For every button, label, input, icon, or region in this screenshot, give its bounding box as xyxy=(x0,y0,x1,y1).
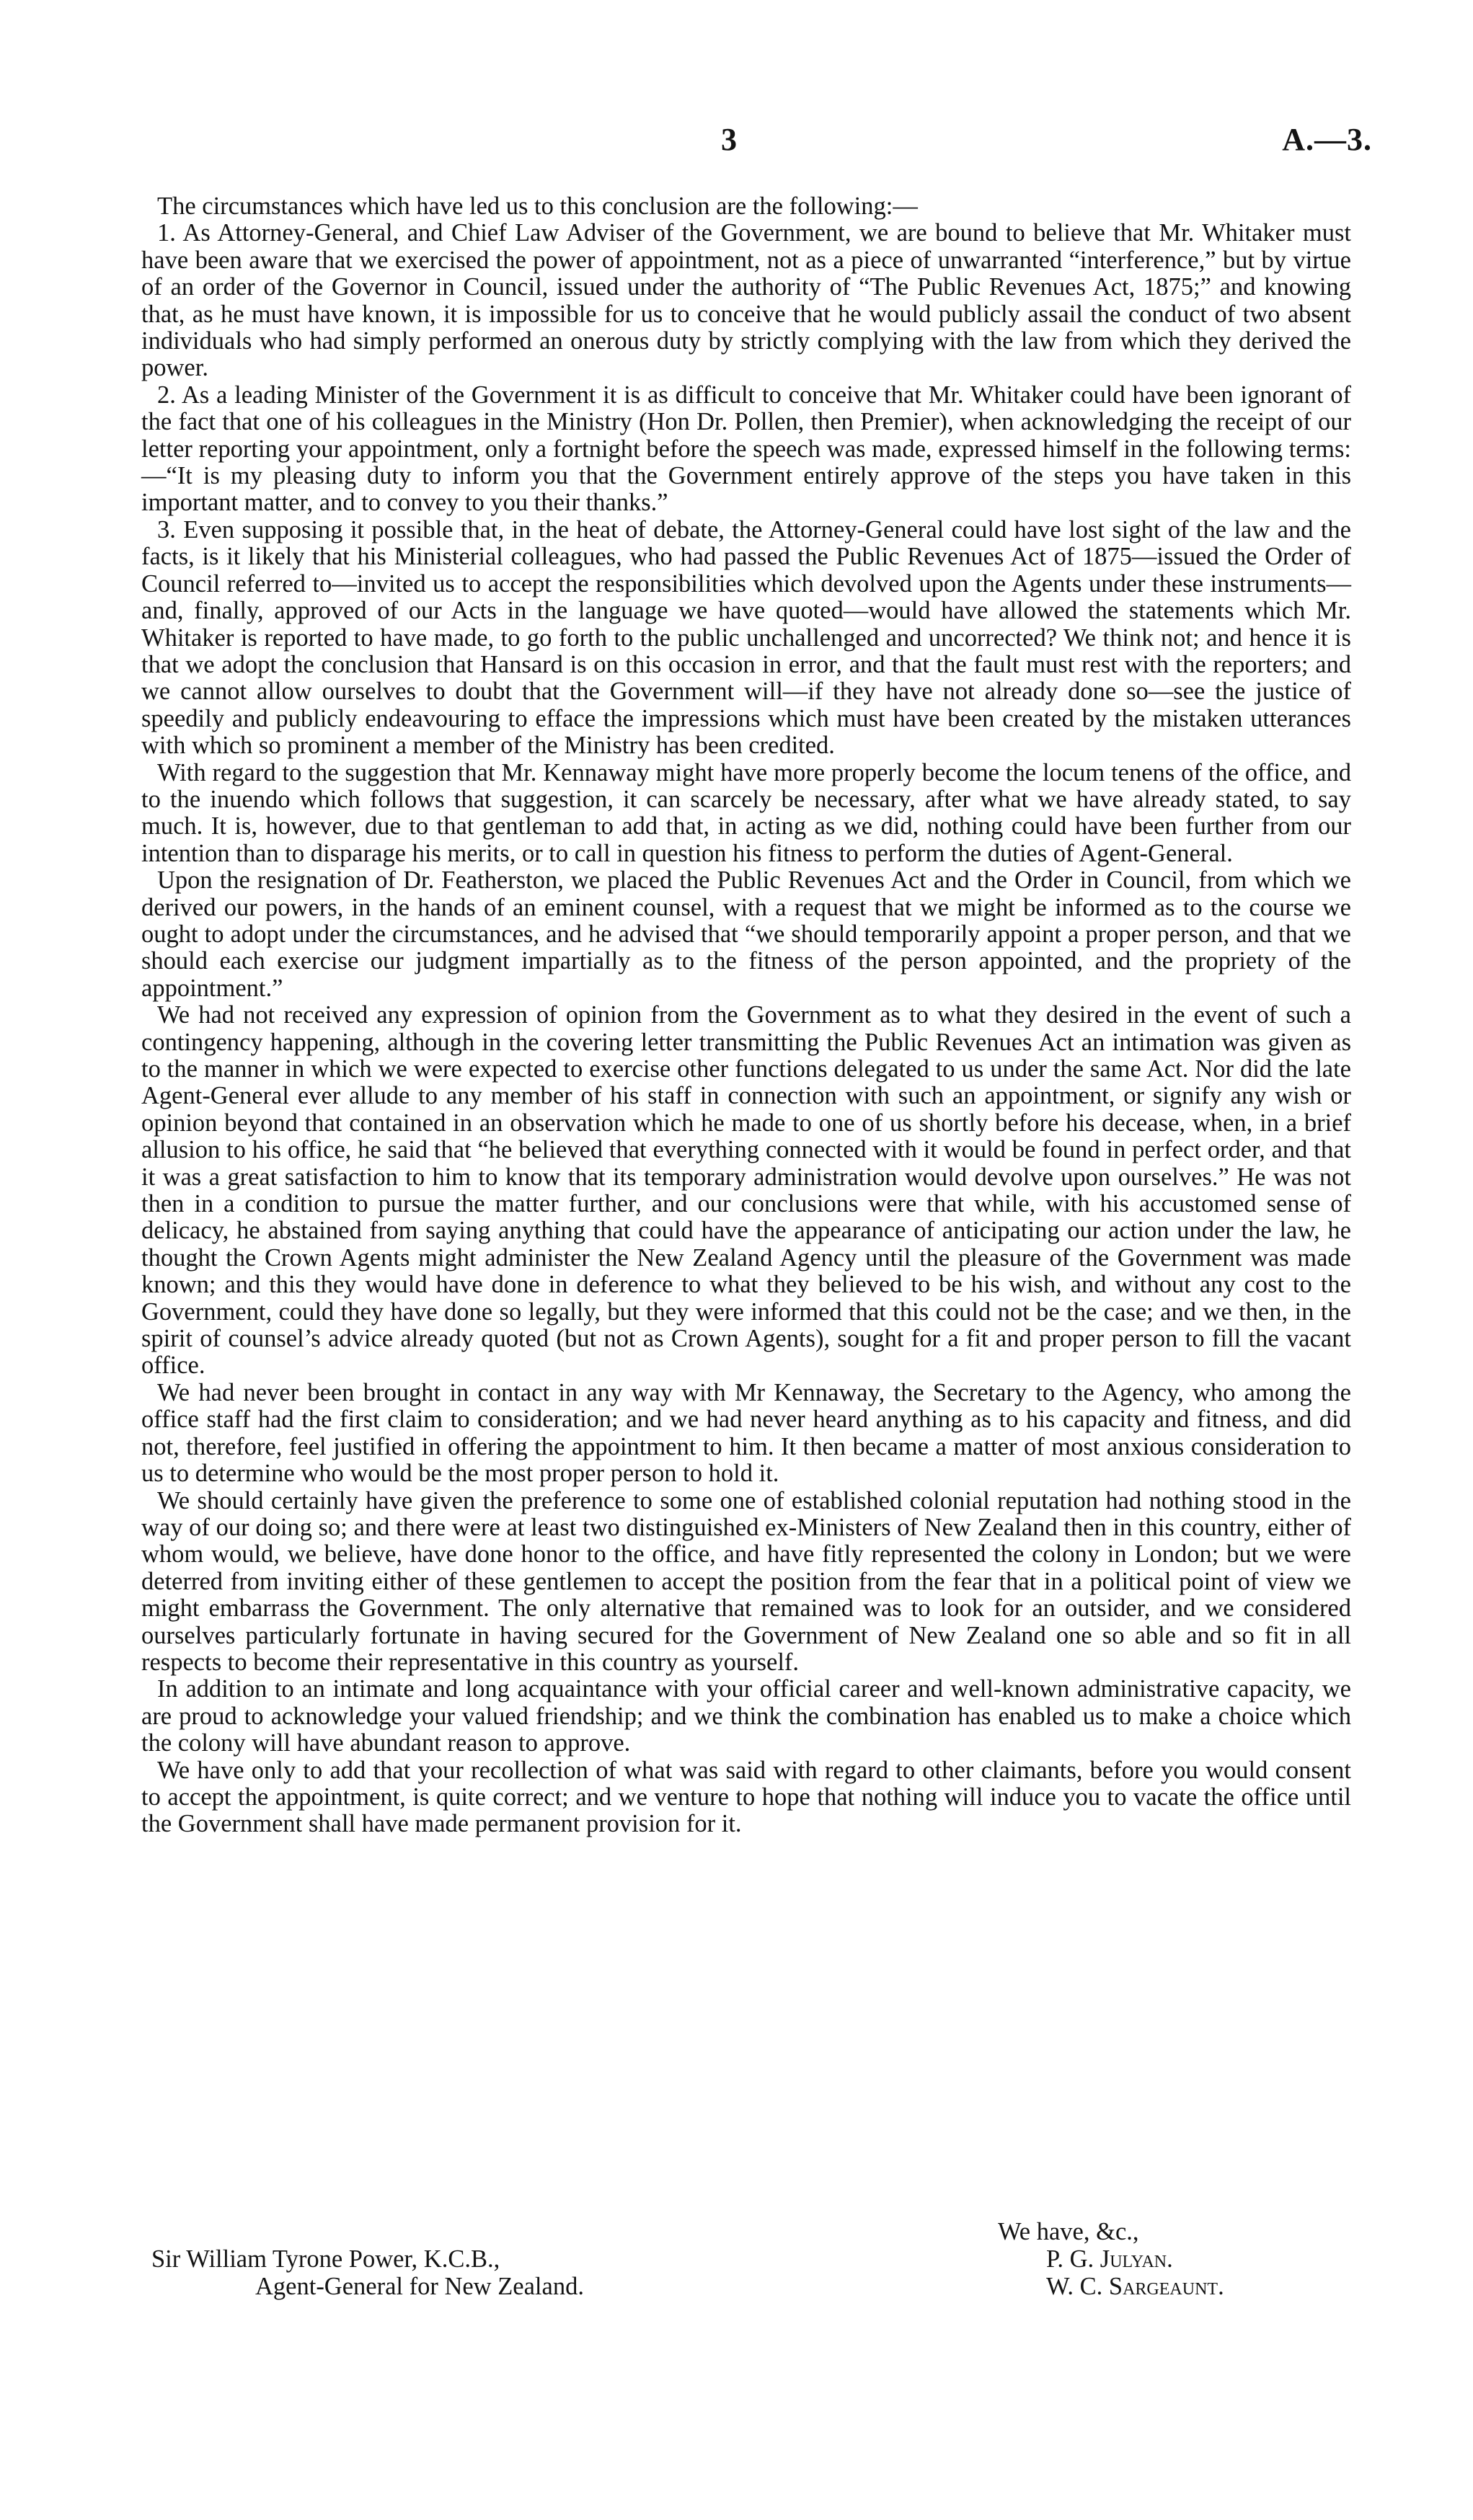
document-reference: A.—3. xyxy=(1282,122,1372,157)
signatory-julyan: P. G. Julyan. xyxy=(1046,2245,1173,2273)
paragraph-point-3: 3. Even supposing it possible that, in the heat of debate, the Attorney-General could have lost sight of the law and the facts, is it likely that his Ministerial colleagues, who had passed the Public Revenues Act of 1875—issued the Order of Council referred to—invited us to accept the responsibilities which devolved upon the Agents under these instruments—and, finally, approved of our Acts in the language we have quoted—would have allowed the statements which Mr. Whitaker is reported to have made, to go forth to the public unchallenged and uncorrected? We think not; and hence it is that we adopt the conclusion that Hansard is on this occasion in error, and that the fault must rest with the reporters; and we cannot allow ourselves to doubt that the Government will—if they have not already done so—see the justice of speedily and publicly endeavouring to efface the impressions which must have been created by the mistaken utterances with which so prominent a member of the Ministry has been credited. xyxy=(141,515,1351,760)
paragraph-acquaintance: In addition to an intimate and long acquaintance with your official career and well-known administrative capacity, we are proud to acknowledge your valued friendship; and we think the combination has enabled us to make a choice which the colony will have abundant reason to approve. xyxy=(141,1675,1351,1757)
addressee-name: Sir William Tyrone Power, K.C.B., xyxy=(151,2245,500,2273)
paragraph-point-1: 1. As Attorney-General, and Chief Law Adviser of the Government, we are bound to believe that Mr. Whitaker must have been aware that we exercised the power of appointment, not as a piece of unwarranted “interference,” but by virtue of an order of the Governor in Council, issued under the authority of “The Public Revenues Act, 1875;” and knowing that, as he must have known, it is impossible for us to conceive that he would publicly assail the conduct of two absent individuals who had simply performed an onerous duty by strictly complying with the law from which they derived the power. xyxy=(141,219,1351,382)
page-number: 3 xyxy=(721,122,737,157)
letter-signoff xyxy=(141,2219,1351,2327)
closing-salutation: We have, &c., xyxy=(998,2218,1139,2245)
paragraph-closing: We have only to add that your recollection of what was said with regard to other claimants, before you would consent to accept the appointment, is quite correct; and we venture to hope that nothing will induce you to vacate the office until the Government shall have made permanent provision for it. xyxy=(141,1756,1351,1838)
letter-body xyxy=(141,193,1351,1838)
paragraph-no-expression: We had not received any expression of opinion from the Government as to what they desired in the event of such a contingency happening, although in the covering letter transmitting the Public Revenues Act an intimation was given as to the manner in which we were expected to exercise other functions delegated to us under the same Act. Nor did the late Agent-General ever allude to any member of his staff in connection with such an appointment, or signify any wish or opinion beyond that contained in an observation which he made to one of us shortly before his decease, when, in a brief allusion to his office, he said that “he believed that everything connected with it would be found in perfect order, and that it was a great satisfaction to him to know that its temporary administration would devolve upon ourselves.” He was not then in a condition to pursue the matter further, and our conclusions were that while, with his accustomed sense of delicacy, he abstained from saying anything that could have the appearance of anticipating our action under the law, he thought the Crown Agents might administer the New Zealand Agency until the pleasure of the Government was made known; and this they would have done in deference to what they believed to be his wish, and without any cost to the Government, could they have done so legally, but they were informed that this could not be the case; and we then, in the spirit of counsel’s advice already quoted (but not as Crown Agents), sought for a fit and proper person to fill the vacant office. xyxy=(141,1001,1351,1380)
signatory-sargeaunt: W. C. Sargeaunt. xyxy=(1046,2273,1224,2300)
paragraph-intro: The circumstances which have led us to this conclusion are the following:— xyxy=(157,192,918,220)
paragraph-kennaway-contact: We had never been brought in contact in any way with Mr Kennaway, the Secretary to the Agency, who among the office staff had the first claim to consideration; and we had never heard anything as to his capacity and fitness, and did not, therefore, feel justified in offering the appointment to him. It then became a matter of most anxious consideration to us to determine who would be the most proper person to hold it. xyxy=(141,1378,1351,1488)
page-header xyxy=(0,121,1473,164)
addressee-title: Agent-General for New Zealand. xyxy=(255,2273,584,2300)
paragraph-preference: We should certainly have given the preference to some one of established colonial reputation had nothing stood in the way of our doing so; and there were at least two distinguished ex-Ministers of New Zealand then in this country, either of whom would, we believe, have done honor to the office, and have fitly represented the colony in London; but we were deterred from inviting either of these gentlemen to accept the position from the fear that in a political point of view we might embarrass the Government. The only alternative that remained was to look for an outsider, and we considered ourselves particularly fortunate in having secured for the Government of New Zealand one so able and so fit in all respects to become their representative in this country as yourself. xyxy=(141,1486,1351,1676)
paragraph-point-2: 2. As a leading Minister of the Government it is as difficult to conceive that Mr. Whitaker could have been ignorant of the fact that one of his colleagues in the Ministry (Hon Dr. Pollen, then Premier), when acknowledging the receipt of our letter reporting your appointment, only a fortnight before the speech was made, expressed himself in the following terms:—“It is my pleasing duty to inform you that the Government entirely approve of the steps you have taken in this important matter, and to convey to you their thanks.” xyxy=(141,381,1351,517)
paragraph-featherston-resignation: Upon the resignation of Dr. Featherston, we placed the Public Revenues Act and the Order in Council, from which we derived our powers, in the hands of an eminent counsel, with a request that we might be informed as to the course we ought to adopt under the circumstances, and he advised that “we should temporarily appoint a proper person, and that we should each exercise our judgment impartially as to the fitness of the person appointed, and the propriety of the appointment.” xyxy=(141,866,1351,1002)
paragraph-kennaway-suggestion: With regard to the suggestion that Mr. Kennaway might have more properly become the locum tenens of the office, and to the inuendo which follows that suggestion, it can scarcely be necessary, after what we have already stated, to say much. It is, however, due to that gentleman to add that, in acting as we did, nothing could have been further from our intention than to disparage his merits, or to call in question his fitness to perform the duties of Agent-General. xyxy=(141,758,1351,867)
